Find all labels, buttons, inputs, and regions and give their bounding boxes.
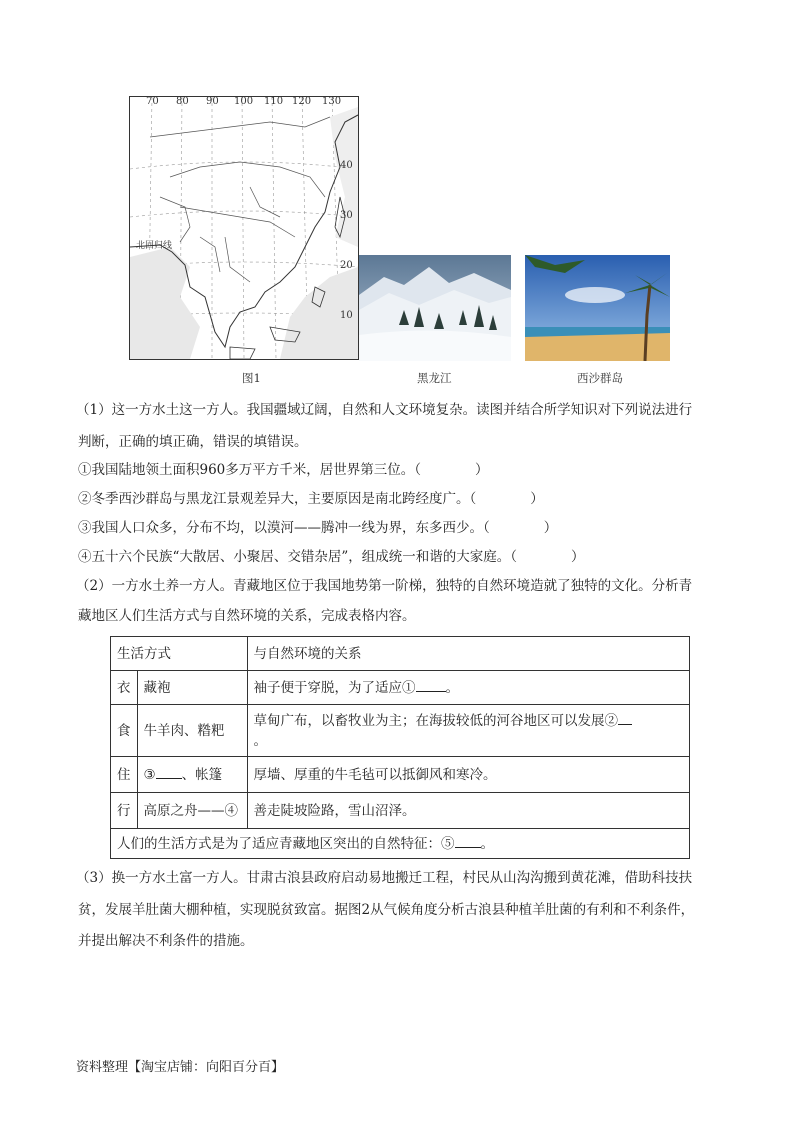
table-header-relation: 与自然环境的关系 [247, 637, 690, 671]
table-rel-food-end: 。 [253, 732, 267, 749]
lifestyle-table [110, 636, 690, 859]
map-tick-30: 30 [340, 210, 353, 221]
table-row [111, 671, 690, 705]
q2-line1: （2）一方水土养一方人。青藏地区位于我国地势第一阶梯，独特的自然环境造就了独特的文化。分析青 [76, 578, 693, 594]
table-cat-housing: 住 [111, 757, 138, 793]
table-item-housing-suffix: 、帐篷 [181, 766, 223, 783]
table-cat-clothing: 衣 [111, 671, 138, 705]
table-row [111, 705, 690, 757]
q1-item-3: ③我国人口众多，分布不均，以漠河——腾冲一线为界，东多西少。（ ） [78, 520, 558, 536]
q1-line2: 判断，正确的填正确，错误的填错误。 [78, 434, 308, 450]
table-item-housing-prefix: ③ [143, 766, 156, 783]
map-caption: 图1 [242, 371, 261, 385]
table-item-clothing: 藏袍 [137, 671, 247, 705]
map-tick-40: 40 [340, 160, 353, 171]
table-cat-food: 食 [111, 705, 138, 757]
table-rel-food [247, 705, 690, 757]
photo1-caption: 黑龙江 [417, 371, 452, 385]
q3-line3: 并提出解决不利条件的措施。 [78, 933, 254, 949]
table-item-transport: 高原之舟——④ [137, 793, 247, 829]
map-tick-100: 100 [234, 96, 254, 107]
table-footer-end: 。 [480, 835, 494, 852]
map-tick-70: 70 [146, 96, 159, 107]
table-footer [111, 829, 690, 859]
answer-blank-2[interactable] [618, 724, 632, 725]
photo2-caption: 西沙群岛 [577, 371, 623, 385]
table-footer-row [111, 829, 690, 859]
q1-item-4: ④五十六个民族“大散居、小聚居、交错杂居”，组成统一和谐的大家庭。（ ） [78, 549, 585, 565]
answer-blank-1[interactable] [416, 691, 446, 692]
q1-item-1: ①我国陆地领土面积960多万平方千米，居世界第三位。（ ） [78, 462, 489, 478]
q3-line1: （3）换一方水土富一方人。甘肃古浪县政府启动易地搬迁工程，村民从山沟沟搬到黄花滩，借助科技扶 [76, 870, 693, 886]
answer-blank-3[interactable] [156, 778, 182, 779]
asia-map [129, 96, 359, 360]
table-row [111, 757, 690, 793]
table-rel-housing: 厚墙、厚重的牛毛毡可以抵御风和寒冷。 [247, 757, 690, 793]
q1-line1: （1）这一方水土这一方人。我国疆域辽阔，自然和人文环境复杂。读图并结合所学知识对下列说法进行 [76, 402, 693, 418]
table-footer-text: 人们的生活方式是为了适应青藏地区突出的自然特征：⑤ [117, 835, 455, 852]
table-row [111, 793, 690, 829]
map-tick-10: 10 [340, 310, 353, 321]
heilongjiang-photo-image [359, 255, 511, 361]
table-rel-food-text: 草甸广布，以畜牧业为主；在海拔较低的河谷地区可以发展② [253, 712, 618, 729]
table-rel-clothing-text: 袖子便于穿脱，为了适应① [253, 679, 416, 696]
xisha-photo-image [525, 255, 670, 361]
xisha-photo [525, 255, 670, 361]
table-rel-transport: 善走陡坡险路，雪山沼泽。 [247, 793, 690, 829]
table-item-housing [137, 757, 247, 793]
q1-item-2: ②冬季西沙群岛与黑龙江景观差异大，主要原因是南北跨经度广。（ ） [78, 491, 544, 507]
table-header-lifestyle: 生活方式 [111, 637, 248, 671]
map-tick-90: 90 [206, 96, 219, 107]
map-tick-110: 110 [264, 96, 284, 107]
table-item-food: 牛羊肉、糌粑 [137, 705, 247, 757]
tropic-label: 北回归线 [136, 241, 173, 251]
asia-map-drawing [130, 97, 358, 359]
heilongjiang-photo [359, 255, 511, 361]
table-cat-transport: 行 [111, 793, 138, 829]
page-footer: 资料整理【淘宝店铺：向阳百分百】 [76, 1060, 285, 1075]
map-tick-80: 80 [176, 96, 189, 107]
map-tick-120: 120 [292, 96, 312, 107]
table-rel-clothing [247, 671, 690, 705]
q2-line2: 藏地区人们生活方式与自然环境的关系，完成表格内容。 [78, 608, 416, 624]
map-tick-20: 20 [340, 260, 353, 271]
q3-line2: 贫，发展羊肚菌大棚种植，实现脱贫致富。据图2从气候角度分析古浪县种植羊肚菌的有利和不利条件， [78, 902, 695, 918]
table-header-row [111, 637, 690, 671]
answer-blank-5[interactable] [455, 847, 481, 848]
map-tick-130: 130 [322, 96, 342, 107]
table-rel-clothing-end: 。 [445, 679, 459, 696]
